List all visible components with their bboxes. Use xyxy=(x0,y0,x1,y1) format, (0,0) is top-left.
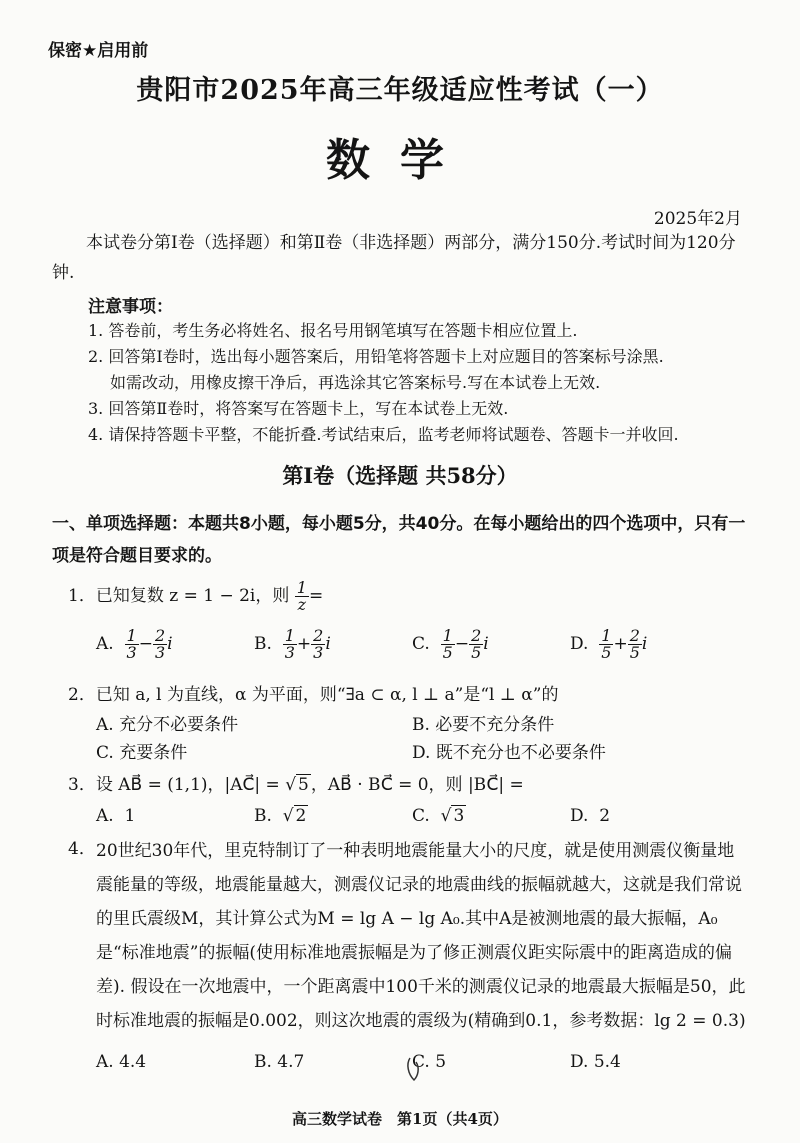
question-1-option-c: C. $\frac{1}{5}$ − $\frac{2}{5}$ i xyxy=(412,626,489,662)
question-3-option-c: C. √ 3 xyxy=(412,806,465,826)
part1-heading: 第Ⅰ卷（选择题 共58分） xyxy=(282,463,518,488)
subject-title: 数学 xyxy=(326,135,474,186)
stem-text: 已知复数 z = 1 − 2i，则 xyxy=(95,586,290,606)
question-1-option-b: B. $\frac{1}{3}$ + $\frac{2}{3}$ i xyxy=(254,626,331,662)
question-4-option-a: A. 4.4 xyxy=(96,1052,147,1072)
page-footer: 高三数学试卷 第1页（共4页） xyxy=(292,1110,508,1128)
question-2-option-b: B. 必要不充分条件 xyxy=(412,715,555,735)
question-2-option-c: C. 充要条件 xyxy=(96,743,188,763)
question-3-stem: 3．设 AB⃗ = (1,1)，|AC⃗| = √ 5 ，AB⃗ · BC⃗ = 0，则 |BC⃗| = xyxy=(68,775,524,795)
question-4-option-d: D. 5.4 xyxy=(570,1052,621,1072)
intro-paragraph: 本试卷分第Ⅰ卷（选择题）和第Ⅱ卷（非选择题）两部分，满分150分.考试时间为120分钟. xyxy=(52,233,736,283)
question-3-option-d: D. 2 xyxy=(570,806,611,826)
exam-date: 2025年2月 xyxy=(653,209,742,229)
exam-title: 贵阳市2025年高三年级适应性考试（一） xyxy=(136,75,664,106)
question-4-number: 4． xyxy=(68,839,96,859)
question-3-option-b: B. √ 2 xyxy=(254,806,307,826)
confidential-mark: 保密★启用前 xyxy=(48,41,149,61)
section1-instructions: 一、单项选择题：本题共8小题，每小题5分，共40分。在每小题给出的四个选项中，只有一项是符合题目要求的。 xyxy=(52,514,746,566)
question-1-option-a: A. $\frac{1}{3}$ − $\frac{2}{3}$ i xyxy=(96,626,173,662)
question-1-option-d: D. $\frac{1}{5}$ + $\frac{2}{5}$ i xyxy=(570,626,648,662)
question-2-option-d: D. 既不充分也不必要条件 xyxy=(412,743,606,763)
pencil-mark-icon xyxy=(404,1054,426,1084)
note-item: 3. 回答第Ⅱ卷时，将答案写在答题卡上，写在本试卷上无效. xyxy=(88,399,509,418)
notes-heading: 注意事项： xyxy=(88,297,173,317)
fraction-1-over-z: $\frac{1}{z}$ xyxy=(296,578,307,614)
question-3-option-a: A. 1 xyxy=(96,806,136,826)
question-4-option-c: C. 5 xyxy=(412,1052,447,1072)
note-item: 4. 请保持答题卡平整，不能折叠.考试结束后，监考老师将试题卷、答题卡一并收回. xyxy=(88,425,679,444)
question-2-stem: 2．已知 a, l 为直线，α 为平面，则“∃a ⊂ α, l ⊥ a”是“l ⊥ α”的 xyxy=(68,685,559,705)
note-item: 如需改动，用橡皮擦干净后，再选涂其它答案标号.写在本试卷上无效. xyxy=(110,373,601,392)
question-1-stem: 1．已知复数 z = 1 − 2i，则 $\frac{1}{z}$ = xyxy=(68,578,324,614)
question-4-option-b: B. 4.7 xyxy=(254,1052,305,1072)
question-4-stem: 20世纪30年代，里克特制订了一种表明地震能量大小的尺度，就是使用测震仪衡量地震能量的等级，地震能量越大，测震仪记录的地震曲线的振幅就越大，这就是我们常说的里氏震级M，其计算公式为M = lg A − lg A₀.其中A是被测地震的最大振幅，A₀是“标准地震”的振幅(使用标准地震振幅是为了修正测震仪距实际震中的距离造成的偏差). 假设在一次地震中，一个距离震中100千米的测震仪记录的地震最大振幅是50，此时标准地震的振幅是0.002，则这次地震的震级为(精确到0.1，参考数据：lg 2 = 0.3) xyxy=(96,841,746,1031)
note-item: 2. 回答第Ⅰ卷时，选出每小题答案后，用铅笔将答题卡上对应题目的答案标号涂黑. xyxy=(88,347,664,366)
question-number: 1． xyxy=(68,586,96,606)
note-item: 1. 答卷前，考生务必将姓名、报名号用钢笔填写在答题卡相应位置上. xyxy=(88,321,578,340)
question-2-option-a: A. 充分不必要条件 xyxy=(96,715,239,735)
